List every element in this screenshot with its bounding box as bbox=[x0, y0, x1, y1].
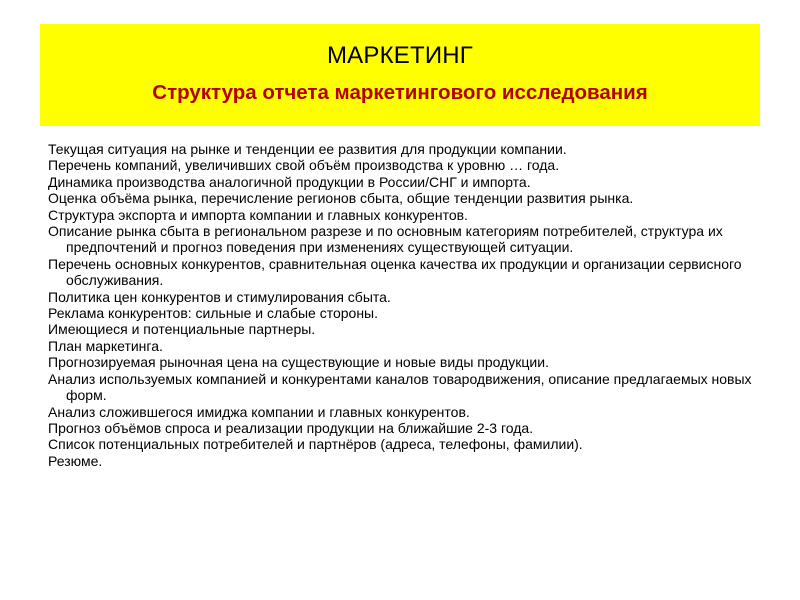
list-item: Прогноз объёмов спроса и реализации продукции на ближайшие 2-3 года. bbox=[48, 419, 534, 436]
report-structure-list bbox=[48, 141, 760, 469]
list-item: Оценка объёма рынка, перечисление регионов сбыта, общие тенденции развития рынка. bbox=[48, 190, 634, 207]
title-banner bbox=[40, 24, 760, 126]
list-item: Прогнозируемая рыночная цена на существующие и новые виды продукции. bbox=[48, 354, 549, 371]
list-item: Резюме. bbox=[48, 452, 103, 469]
list-item: Перечень компаний, увеличивших свой объём производства к уровню … года. bbox=[48, 157, 560, 174]
list-item: Реклама конкурентов: сильные и слабые стороны. bbox=[48, 305, 379, 322]
list-item: Политика цен конкурентов и стимулирования сбыта. bbox=[48, 288, 391, 305]
list-item: Текущая ситуация на рынке и тенденции ее развития для продукции компании. bbox=[48, 141, 567, 157]
list-item: Перечень основных конкурентов, сравнительная оценка качества их продукции и организации сервисного обслуживания. bbox=[48, 255, 742, 289]
list-item: Описание рынка сбыта в региональном разрезе и по основным категориям потребителей, структура их предпочтений и прогноз поведения при изменениях существующей ситуации. bbox=[48, 223, 723, 256]
list-item: Имеющиеся и потенциальные партнеры. bbox=[48, 321, 316, 338]
list-item: План маркетинга. bbox=[48, 337, 163, 354]
slide-subtitle: Структура отчета маркетингового исследования bbox=[152, 81, 648, 104]
list-item: Список потенциальных потребителей и партнёров (адреса, телефоны, фамилии). bbox=[48, 436, 583, 453]
list-item: Структура экспорта и импорта компании и главных конкурентов. bbox=[48, 206, 468, 223]
list-item: Анализ сложившегося имиджа компании и главных конкурентов. bbox=[48, 403, 470, 420]
list-item: Анализ используемых компанией и конкурентами каналов товародвижения, описание предлагаемых новых форм. bbox=[48, 370, 752, 404]
list-item: Динамика производства аналогичной продукции в России/СНГ и импорта. bbox=[48, 173, 531, 190]
slide-title: МАРКЕТИНГ bbox=[326, 42, 474, 69]
